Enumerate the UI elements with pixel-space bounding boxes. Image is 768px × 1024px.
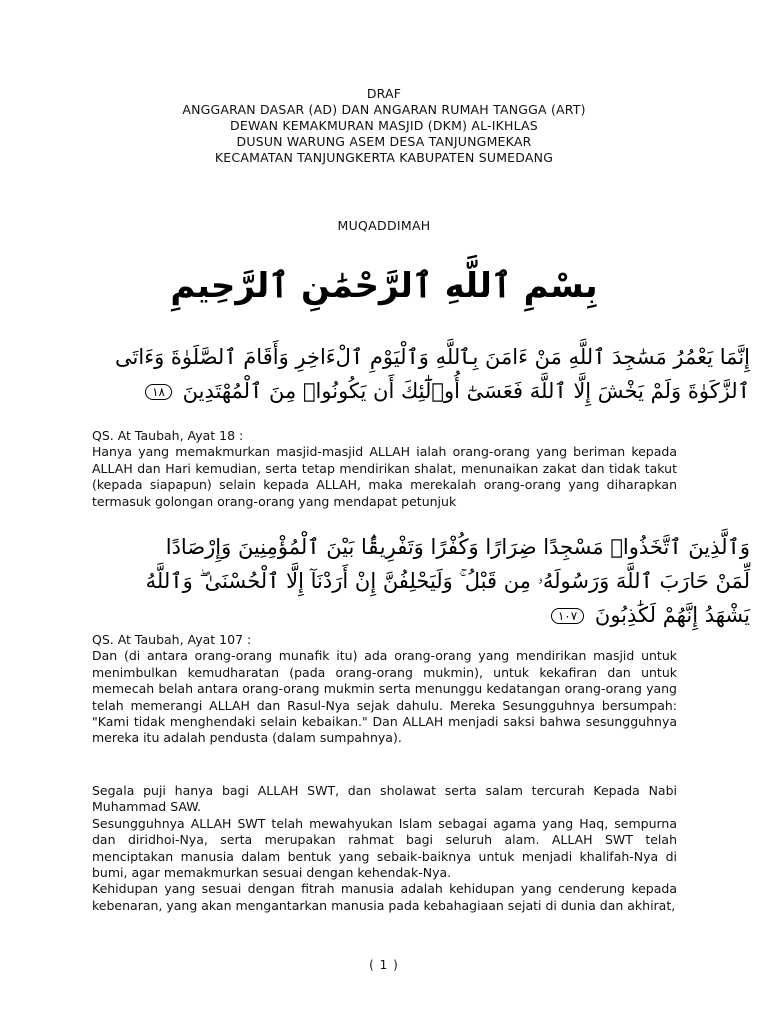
arabic-verse-18-line-2-text: ٱلزَّكَوٰةَ وَلَمْ يَخْشَ إِلَّا ٱللَّهَ فَعَسَىٰٓ أُو۟لَٰٓئِكَ أَن يَكُونُوا۟ مِنَ ٱلْمُهْتَدِينَ bbox=[182, 379, 750, 403]
verse-18-translation: Hanya yang memakmurkan masjid-masjid ALLAH ialah orang-orang yang beriman kepada ALLAH dan Hari kemudian, serta tetap mendirikan shalat, menunaikan zakat dan tidak takut (kepada siapapun) selain kepada ALLAH, maka merekalah orang-orang yang diharapkan termasuk golongan orang-orang yang mendapat petunjuk bbox=[92, 444, 677, 509]
arabic-verse-107-line-1: وَٱلَّذِينَ ٱتَّخَذُوا۟ مَسْجِدًا ضِرَارًا وَكُفْرًا وَتَفْرِيقًۢا بَيْنَ ٱلْمُؤْمِنِينَ وَإِرْصَادًا bbox=[165, 535, 750, 559]
body-paragraph-fitrah: Kehidupan yang sesuai dengan fitrah manusia adalah kehidupan yang cenderung kepada kebenaran, yang akan mengantarkan manusia pada kebahagiaan sejati di dunia dan akhirat, bbox=[92, 881, 677, 913]
header-organization: DEWAN KEMAKMURAN MASJID (DKM) AL-IKHLAS bbox=[230, 118, 538, 133]
header-draft: DRAF bbox=[366, 86, 402, 101]
ayah-number-107: ١٠٧ bbox=[551, 608, 584, 624]
verse-107-translation: Dan (di antara orang-orang munafik itu) ada orang-orang yang mendirikan masjid untuk menimbulkan kemudharatan (pada orang-orang mukmin), untuk kekafiran dan untuk memecah belah antara orang-orang mukmin serta menunggu kedatangan orang-orang yang telah memerangi ALLAH dan Rasul-Nya sejak dahulu. Mereka Sesungguhnya bersumpah: "Kami tidak menghendaki selain kebaikan." Dan ALLAH menjadi saksi bahwa sesungguhnya mereka itu adalah pendusta (dalam sumpahnya). bbox=[92, 648, 677, 746]
arabic-verse-107 bbox=[145, 530, 750, 632]
arabic-verse-107-line-3 bbox=[230, 598, 750, 632]
body-paragraph-praise: Segala puji hanya bagi ALLAH SWT, dan sholawat serta salam tercurah Kepada Nabi Muhammad SAW. bbox=[92, 783, 677, 815]
body-paragraph-islam: Sesungguhnya ALLAH SWT telah mewahyukan Islam sebagai agama yang Haq, sempurna dan diridhoi-Nya, serta merupakan rahmat bagi seluruh alam. ALLAH SWT telah menciptakan manusia dalam bentuk yang sebaik-baiknya untuk menjadi khalifah-Nya di bumi, agar memakmurkan sesuai dengan kehendak-Nya. bbox=[92, 815, 677, 881]
document-header bbox=[0, 86, 768, 166]
verse-107-reference: QS. At Taubah, Ayat 107 : bbox=[92, 632, 252, 647]
ayah-number-18: ١٨ bbox=[145, 384, 172, 400]
header-village: DUSUN WARUNG ASEM DESA TANJUNGMEKAR bbox=[236, 134, 532, 149]
bismillah-calligraphy: بِسْمِ ٱللَّهِ ٱلرَّحْمَٰنِ ٱلرَّحِيمِ bbox=[170, 266, 598, 306]
section-title-muqaddimah: MUQADDIMAH bbox=[337, 218, 431, 233]
header-title: ANGGARAN DASAR (AD) DAN ANGARAN RUMAH TANGGA (ART) bbox=[182, 102, 586, 117]
header-district: KECAMATAN TANJUNGKERTA KABUPATEN SUMEDANG bbox=[214, 150, 554, 165]
verse-107-translation-block bbox=[92, 632, 677, 747]
arabic-verse-18-line-1: إِنَّمَا يَعْمُرُ مَسَٰجِدَ ٱللَّهِ مَنْ ءَامَنَ بِٱللَّهِ وَٱلْيَوْمِ ٱلْءَاخِرِ وَأَقَامَ ٱلصَّلَوٰةَ وَءَاتَى bbox=[115, 345, 750, 369]
verse-18-translation-block bbox=[92, 428, 677, 510]
arabic-verse-18 bbox=[115, 340, 750, 408]
verse-18-reference: QS. At Taubah, Ayat 18 : bbox=[92, 428, 244, 443]
arabic-verse-18-line-2 bbox=[152, 374, 750, 408]
arabic-verse-107-line-3-text: يَشْهَدُ إِنَّهُمْ لَكَٰذِبُونَ bbox=[594, 603, 750, 627]
page-number: ( 1 ) bbox=[369, 958, 399, 972]
body-text-block bbox=[92, 783, 677, 914]
arabic-verse-107-line-2: لِّمَنْ حَارَبَ ٱللَّهَ وَرَسُولَهُۥ مِن قَبْلُ ۚ وَلَيَحْلِفُنَّ إِنْ أَرَدْنَآ إِلَّا ٱلْحُسْنَىٰ ۖ وَٱللَّهُ bbox=[145, 569, 750, 593]
